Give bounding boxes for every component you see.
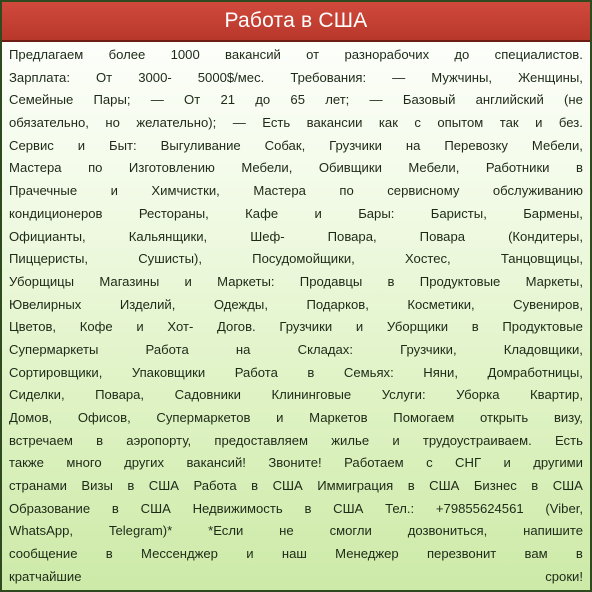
ad-word: 3000- — [138, 69, 172, 85]
ad-word: Садовники — [174, 387, 241, 403]
ad-word: в — [575, 546, 583, 562]
ad-word: и — [184, 273, 192, 289]
ad-word: Складах: — [297, 341, 353, 357]
ad-word: Хостес, — [404, 251, 451, 267]
ad-word: Продуктовые — [502, 319, 583, 335]
ad-word: так — [499, 115, 519, 131]
ad-word: Грузчики, — [400, 341, 457, 357]
ad-word: (Кондитеры, — [508, 228, 583, 244]
ad-word: Кафе — [245, 205, 279, 221]
ad-word: Обивщики — [318, 160, 382, 176]
ad-word: Химчистки, — [151, 183, 220, 199]
ad-word: Грузчики — [329, 137, 382, 153]
ad-word: в — [111, 500, 119, 516]
title-bar — [2, 2, 590, 42]
ad-word: других — [124, 455, 165, 471]
ad-word: до — [255, 92, 271, 108]
ad-word: сообщение — [9, 546, 78, 562]
ad-word: смогли — [329, 523, 372, 539]
ad-word: жилье — [331, 432, 370, 448]
ad-word: более — [108, 47, 146, 62]
ad-word: перезвонит — [426, 546, 497, 562]
ad-word: в — [304, 500, 312, 516]
ad-word: наш — [281, 546, 307, 562]
ad-word: Работа — [234, 364, 278, 380]
ad-word: вам — [524, 546, 548, 562]
ad-word: Сортировщики, — [9, 364, 103, 380]
ad-word: — — [369, 92, 383, 108]
ad-word: английский — [475, 92, 544, 108]
ad-word: — — [150, 92, 164, 108]
ad-word: Официанты, — [9, 228, 86, 244]
ad-word: открыть — [480, 410, 529, 425]
ad-word: Повара, — [327, 228, 377, 244]
ad-word: Тел.: — [385, 500, 415, 516]
ad-word: Грузчики — [279, 319, 333, 335]
ad-word: в — [127, 478, 135, 494]
ad-word: трудоустраиваем. — [422, 432, 532, 448]
ad-word: 21 — [220, 92, 236, 108]
ad-text-line — [9, 407, 583, 430]
ad-word: Пары; — [93, 92, 131, 108]
ad-word: Мебели, — [408, 160, 460, 176]
ad-word: — — [392, 69, 406, 85]
ad-word: Повара, — [95, 387, 145, 403]
ad-text-line — [9, 89, 583, 112]
ad-word: Образование — [9, 500, 91, 516]
ad-word: *Если — [208, 523, 244, 539]
ad-word: Мастера — [253, 183, 306, 199]
ad-word: кратчайшие — [9, 568, 82, 584]
ad-word: Одежды, — [213, 296, 268, 312]
ad-text-line — [9, 203, 583, 226]
ad-word: кондиционеров — [9, 205, 103, 221]
ad-word: не — [279, 523, 294, 539]
ad-word: предоставляем — [214, 432, 309, 448]
ad-word: без. — [558, 115, 583, 131]
ad-word: США — [272, 478, 303, 494]
ad-word: с — [426, 455, 433, 471]
ad-word: по — [339, 183, 354, 199]
ad-word: Пиццеристы, — [9, 251, 89, 267]
ad-word: Продавцы — [299, 273, 363, 289]
ad-word: WhatsApp, — [9, 523, 74, 539]
ad-word: Выгуливание — [160, 137, 241, 153]
ad-word: Косметики, — [407, 296, 475, 312]
ad-word: обслуживанию — [492, 183, 583, 199]
ad-word: Сувениров, — [513, 296, 583, 312]
ad-word: Иммиграция — [317, 478, 394, 494]
ad-word: обязательно, — [9, 115, 89, 131]
ad-word: странами — [9, 478, 67, 494]
ad-word: Уборка — [456, 387, 500, 403]
ad-word: Повара — [419, 228, 466, 244]
ad-word: Маркетов — [309, 410, 368, 425]
ad-word: но — [105, 115, 120, 131]
ad-word: Помогаем — [393, 410, 455, 425]
ad-text-line — [9, 362, 583, 385]
ad-word: желательно); — [136, 115, 217, 131]
ad-word: Домов, — [9, 410, 53, 425]
ad-word: Женщины, — [518, 69, 583, 85]
ad-word: вакансий — [225, 47, 281, 62]
ad-word: Шеф- — [250, 228, 285, 244]
ad-word: и — [314, 205, 322, 221]
ad-word: Базовый — [402, 92, 456, 108]
ad-word: Ювелирных — [9, 296, 82, 312]
ad-word: США — [148, 478, 179, 494]
ad-word: Работа — [193, 478, 237, 494]
ad-word: Визы — [81, 478, 113, 494]
ad-word: Требования: — [290, 69, 367, 85]
ad-word: в — [251, 478, 259, 494]
ad-word: Telegram)* — [108, 523, 173, 539]
ad-word: Цветов, — [9, 319, 57, 335]
ad-word: и — [246, 546, 254, 562]
ad-word: Есть — [262, 115, 291, 131]
ad-word: Услуги: — [381, 387, 426, 403]
ad-word: от — [306, 47, 320, 62]
ad-word: Предлагаем — [9, 47, 84, 62]
ad-text-line — [9, 248, 583, 271]
ad-word: разнорабочих — [344, 47, 430, 62]
ad-word: Бармены, — [523, 205, 583, 221]
ad-word: 1000 — [170, 47, 200, 62]
ad-word: специалистов. — [494, 47, 583, 62]
ad-word: в — [387, 273, 395, 289]
ad-text-line — [9, 566, 583, 589]
ad-word: СНГ — [455, 455, 482, 471]
ad-word: Уборщицы — [9, 273, 75, 289]
ad-word: Семейные — [9, 92, 74, 108]
ad-word: на — [235, 341, 251, 357]
ad-word: Догов. — [217, 319, 256, 335]
ad-word: Звоните! — [268, 455, 322, 471]
ad-word: (Viber, — [545, 500, 583, 516]
ad-word: Офисов, — [77, 410, 131, 425]
ad-word: опытом — [437, 115, 484, 131]
ad-text-line — [9, 452, 583, 475]
ad-word: Мессенджер — [141, 546, 218, 562]
ad-word: Мебели, — [531, 137, 583, 153]
ad-word: и — [110, 183, 118, 199]
ad-word: США — [552, 478, 583, 494]
ad-word: Посудомойщики, — [252, 251, 355, 267]
ad-word: Бизнес — [473, 478, 517, 494]
ad-word: Недвижимость — [192, 500, 283, 516]
page-title: Работа в США — [224, 9, 368, 32]
ad-text-line — [9, 475, 583, 498]
ad-word: 65 — [290, 92, 305, 108]
ad-word: в — [407, 478, 415, 494]
ad-word: Супермаркетов — [156, 410, 251, 425]
ad-word: Сушисты), — [138, 251, 202, 267]
ad-word: Упаковщики — [131, 364, 206, 380]
ad-word: Квартир, — [530, 387, 583, 403]
ad-word: Хот- — [167, 319, 194, 335]
ad-word: Супермаркеты — [9, 341, 99, 357]
ad-word: Работа — [145, 341, 189, 357]
ad-word: по — [88, 160, 103, 176]
ad-word: и — [392, 432, 400, 448]
ad-word: вакансий! — [186, 455, 246, 471]
ad-word: Кальянщики, — [128, 228, 208, 244]
ad-word: Баристы, — [430, 205, 487, 221]
ad-word: аэропорту, — [126, 432, 192, 448]
ad-word: Рестораны, — [138, 205, 209, 221]
ad-word: Зарплата: — [9, 69, 70, 85]
ad-text-line — [9, 543, 583, 566]
ad-text-line — [9, 44, 583, 67]
ad-word: Танцовщицы, — [500, 251, 583, 267]
ad-word: в — [96, 432, 104, 448]
ad-text-line — [9, 157, 583, 180]
ad-word: сроки! — [545, 568, 583, 584]
ad-word: — — [232, 115, 246, 131]
ad-word: США — [429, 478, 460, 494]
ad-word: От — [96, 69, 113, 85]
ad-word: дозвониться, — [407, 523, 488, 539]
ad-word: Уборщики — [386, 319, 449, 335]
ad-word: Сервис — [9, 137, 54, 153]
ad-text-line — [9, 180, 583, 203]
ad-word: +79855624561 — [435, 500, 524, 516]
ad-word: Прачечные — [9, 183, 78, 199]
ad-text-line — [9, 520, 583, 543]
ad-word: на — [405, 137, 421, 153]
ad-word: и — [535, 115, 543, 131]
ad-word: Изготовлению — [128, 160, 215, 176]
ad-word: 5000$/мес. — [197, 69, 265, 85]
ad-word: Продуктовые — [419, 273, 501, 289]
ad-word: Работники — [485, 160, 550, 176]
ad-text-line — [9, 498, 583, 521]
ad-word: и — [355, 319, 364, 335]
ad-word: как — [378, 115, 398, 131]
ad-word: сервисному — [387, 183, 460, 199]
ad-word: Есть — [554, 432, 583, 448]
ad-word: визу, — [553, 410, 583, 425]
ad-word: Мастера — [9, 160, 62, 176]
ad-word: вакансии — [306, 115, 363, 131]
ad-word: также — [9, 455, 44, 471]
ad-word: и — [276, 410, 284, 425]
ad-word: Маркеты, — [525, 273, 583, 289]
ad-word: Кладовщики, — [503, 341, 583, 357]
ad-text-line — [9, 112, 583, 135]
ad-word: и — [503, 455, 511, 471]
ad-text-line — [9, 271, 583, 294]
ad-word: От — [184, 92, 201, 108]
ad-word: напишите — [523, 523, 583, 539]
ad-word: встречаем — [9, 432, 73, 448]
ad-word: Перевозку — [444, 137, 508, 153]
ad-text-line — [9, 339, 583, 362]
ad-text-line — [9, 384, 583, 407]
ad-text-line — [9, 316, 583, 339]
ad-text-line — [9, 67, 583, 90]
ad-word: Работаем — [344, 455, 404, 471]
ad-word: США — [140, 500, 171, 516]
ad-word: Бары: — [358, 205, 395, 221]
ad-text-line — [9, 430, 583, 453]
ad-word: лет; — [325, 92, 350, 108]
ad-word: Сиделки, — [9, 387, 65, 403]
ad-text-line — [9, 226, 583, 249]
ad-body-text — [9, 44, 583, 589]
ad-word: в — [575, 160, 583, 176]
ad-word: и — [77, 137, 86, 153]
ad-word: Мужчины, — [431, 69, 493, 85]
ad-word: Семьях: — [343, 364, 394, 380]
ad-word: и — [136, 319, 144, 335]
ad-word: до — [454, 47, 470, 62]
ad-text-line — [9, 294, 583, 317]
ad-word: в — [307, 364, 315, 380]
ad-word: в — [531, 478, 539, 494]
ad-word: Домработницы, — [487, 364, 583, 380]
ad-word: в — [105, 546, 113, 562]
ad-word: Магазины — [99, 273, 160, 289]
ad-word: Подарков, — [306, 296, 369, 312]
ad-word: с — [414, 115, 421, 131]
ad-word: Собак, — [264, 137, 306, 153]
ad-word: много — [66, 455, 102, 471]
ad-word: Менеджер — [335, 546, 399, 562]
ad-word: Изделий, — [119, 296, 176, 312]
ad-word: Маркеты: — [217, 273, 275, 289]
ad-word: Клининговые — [271, 387, 352, 403]
ad-word: в — [471, 319, 479, 335]
ad-word: Кофе — [79, 319, 113, 335]
ad-word: (не — [564, 92, 583, 108]
ad-word: другими — [533, 455, 583, 471]
ad-word: Быт: — [109, 137, 137, 153]
ad-word: Няни, — [423, 364, 458, 380]
ad-word: Мебели, — [241, 160, 293, 176]
ad-text-line — [9, 135, 583, 158]
ad-word: США — [333, 500, 364, 516]
